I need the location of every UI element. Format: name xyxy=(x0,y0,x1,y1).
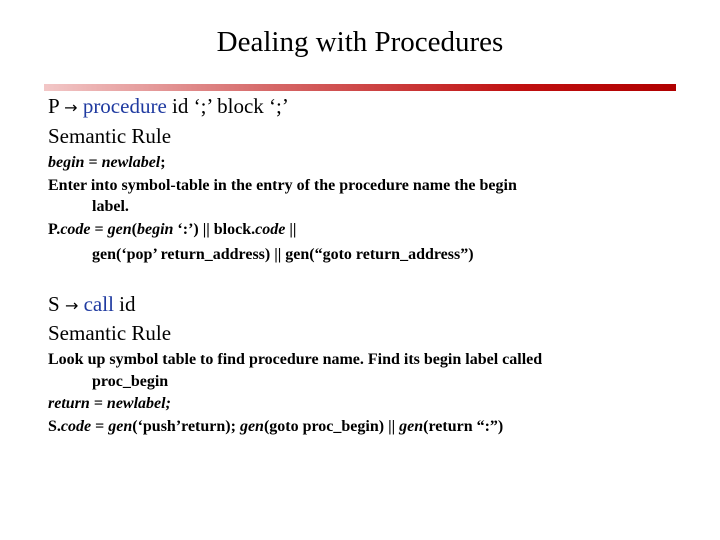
rule-line-enter: Enter into symbol-table in the entry of the procedure name the begin xyxy=(48,177,517,194)
text-eq: = xyxy=(84,154,102,171)
rule-line-gen: gen(‘pop’ return_address) || gen(“goto return_address”) xyxy=(92,246,474,263)
s-g: (goto proc_begin) || xyxy=(263,418,400,435)
t-g: ‘:’) || block. xyxy=(173,221,256,238)
t-d: gen xyxy=(107,221,132,238)
rule-line-scode xyxy=(48,417,503,437)
production-lhs: P xyxy=(48,94,59,118)
rule-line-begin xyxy=(48,153,166,173)
s-d: gen xyxy=(108,418,133,435)
t-h: code xyxy=(255,221,286,238)
text-begin: begin xyxy=(48,154,85,171)
t-c: = xyxy=(90,221,108,238)
title-underline-bar xyxy=(44,84,676,91)
keyword-procedure: procedure xyxy=(82,94,167,118)
s-h: gen xyxy=(399,418,424,435)
rule-line-return: return = newlabel; xyxy=(48,395,171,412)
production-rest: id xyxy=(119,292,136,316)
t-b: code xyxy=(60,221,91,238)
production-rest: id ‘;’ block ‘;’ xyxy=(172,94,289,118)
semantic-rule-heading-2: Semantic Rule xyxy=(48,321,172,345)
right-arrow-icon: → xyxy=(64,296,79,315)
t-e: ( xyxy=(131,221,137,238)
production-lhs: S xyxy=(48,292,60,316)
rule-line-pcode xyxy=(48,220,296,240)
s-b: code xyxy=(60,418,92,435)
keyword-call: call xyxy=(83,292,114,316)
production-call xyxy=(48,292,136,318)
semantic-rule-heading: Semantic Rule xyxy=(48,124,172,148)
production-procedure xyxy=(48,94,289,120)
text-newlabel: newlabel xyxy=(101,154,161,171)
rule-line-label: label. xyxy=(92,198,129,215)
s-i: (return “:”) xyxy=(423,418,504,435)
rule-line-lookup: Look up symbol table to find procedure name. Find its begin label called xyxy=(48,351,543,368)
slide-title: Dealing with Procedures xyxy=(216,26,504,58)
t-i: || xyxy=(285,221,297,238)
text-semicolon: ; xyxy=(160,154,166,171)
s-a: S. xyxy=(48,418,61,435)
s-e: (‘push’return); xyxy=(132,418,240,435)
rule-line-proc-begin: proc_begin xyxy=(92,373,169,390)
right-arrow-icon: → xyxy=(64,98,78,117)
s-c: = xyxy=(91,418,109,435)
s-f: gen xyxy=(239,418,264,435)
t-f: begin xyxy=(136,221,174,238)
t-a: P. xyxy=(48,221,61,238)
